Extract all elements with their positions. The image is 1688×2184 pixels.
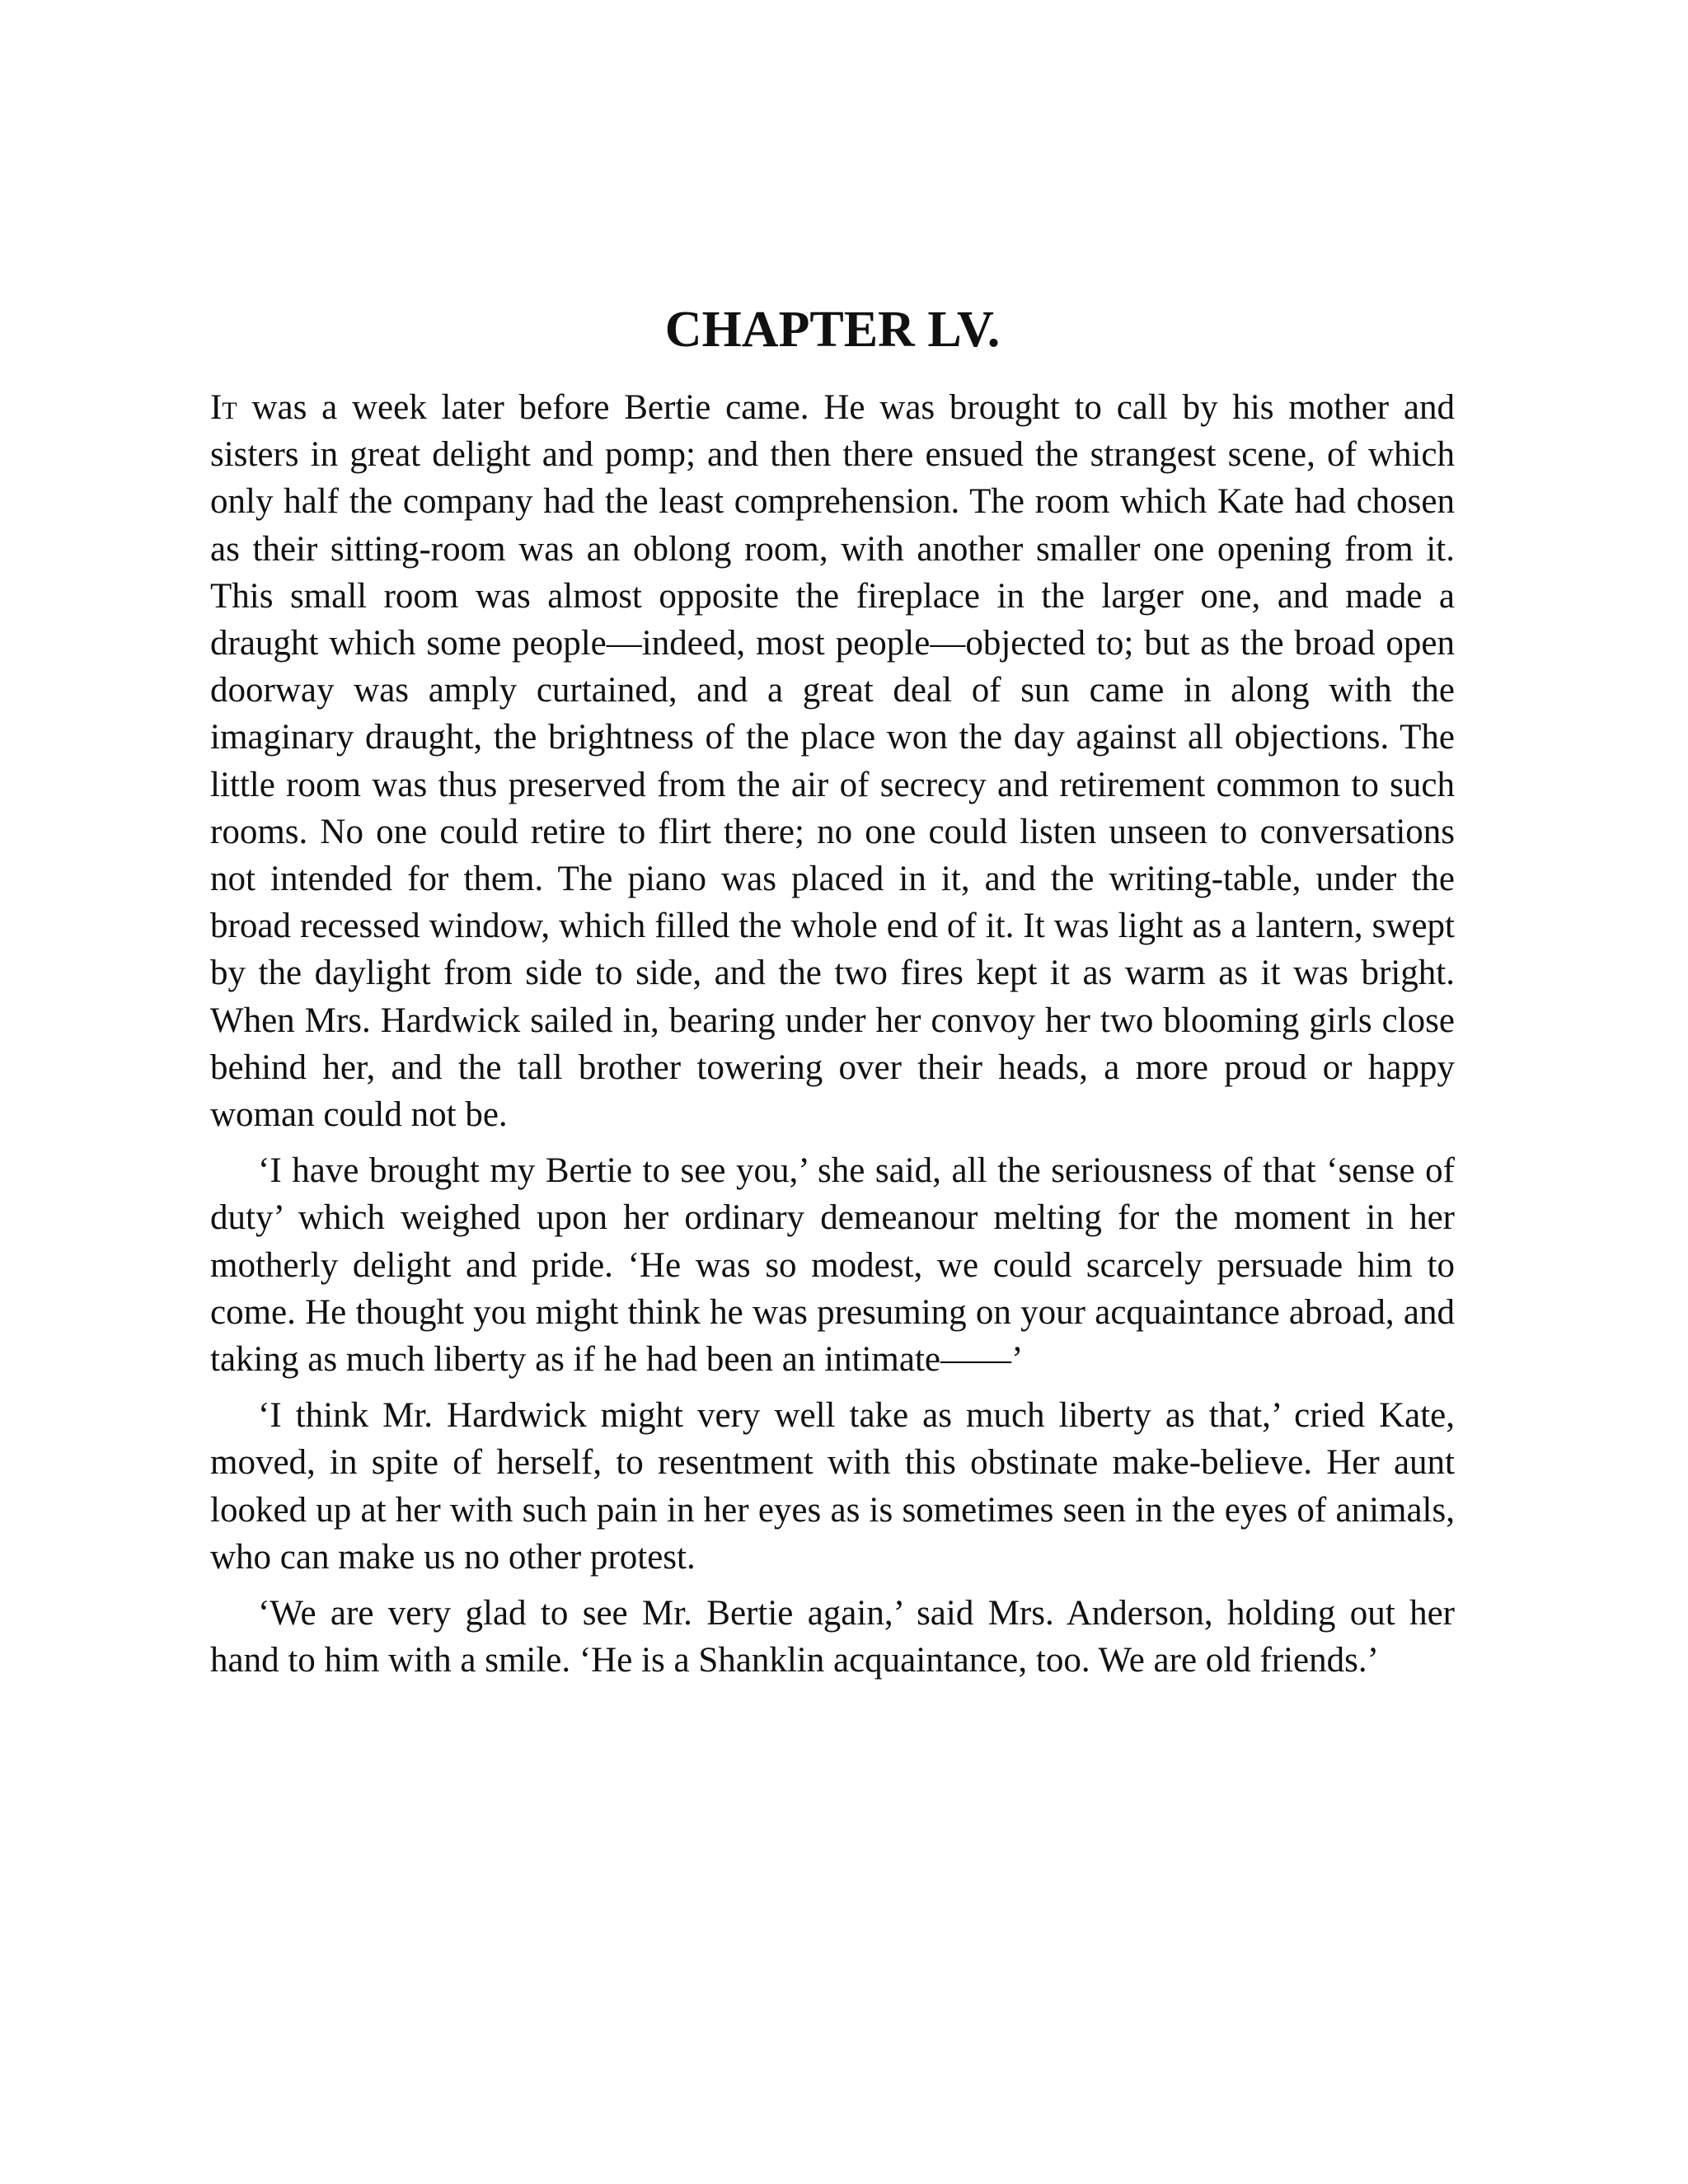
paragraph-1-opening: It [210, 388, 237, 427]
paragraph-1 [210, 384, 1455, 1138]
paragraph-2: ‘I have brought my Bertie to see you,’ she said, all the seriousness of that ‘sense of duty’ which weighed upon her ordinary demeanour melting for the moment in her motherly delight and pride. ‘He was so modest, we could scarcely persuade him to come. He thought you might think he was presuming on your acquaintance abroad, and taking as much liberty as if he had been an intimate——’ [210, 1151, 1455, 1380]
paragraph-1-text: was a week later before Bertie came. He was brought to call by his mother and sisters in great delight and pomp; and then there ensued the strangest scene, of which only half the company had the least comprehension. The room which Kate had chosen as their sitting-room was an oblong room, with another smaller one opening from it. This small room was almost opposite the fireplace in the larger one, and made a draught which some people—indeed, most people—objected to; but as the broad open doorway was amply curtained, and a great deal of sun came in along with the imaginary draught, the brightness of the place won the day against all objections. The little room was thus preserved from the air of secrecy and retirement common to such rooms. No one could retire to flirt there; no one could listen unseen to conversations not intended for them. The piano was placed in it, and the writing-table, under the broad recessed window, which filled the whole end of it. It was light as a lantern, swept by the daylight from side to side, and the two fires kept it as warm as it was bright. When Mrs. Hardwick sailed in, bearing under her convoy her two blooming girls close behind her, and the tall brother towering over their heads, a more proud or happy woman could not be. [210, 388, 1455, 1135]
book-page [210, 297, 1455, 1693]
paragraph-3: ‘I think Mr. Hardwick might very well take as much liberty as that,’ cried Kate, moved, in spite of herself, to resentment with this obstinate make-believe. Her aunt looked up at her with such pain in her eyes as is sometimes seen in the eyes of animals, who can make us no other protest. [210, 1396, 1455, 1577]
paragraph-4: ‘We are very glad to see Mr. Bertie again,’ said Mrs. Anderson, holding out her hand to him with a smile. ‘He is a Shanklin acquaintance, too. We are old friends.’ [210, 1594, 1455, 1680]
chapter-title: CHAPTER LV. [664, 302, 1001, 358]
